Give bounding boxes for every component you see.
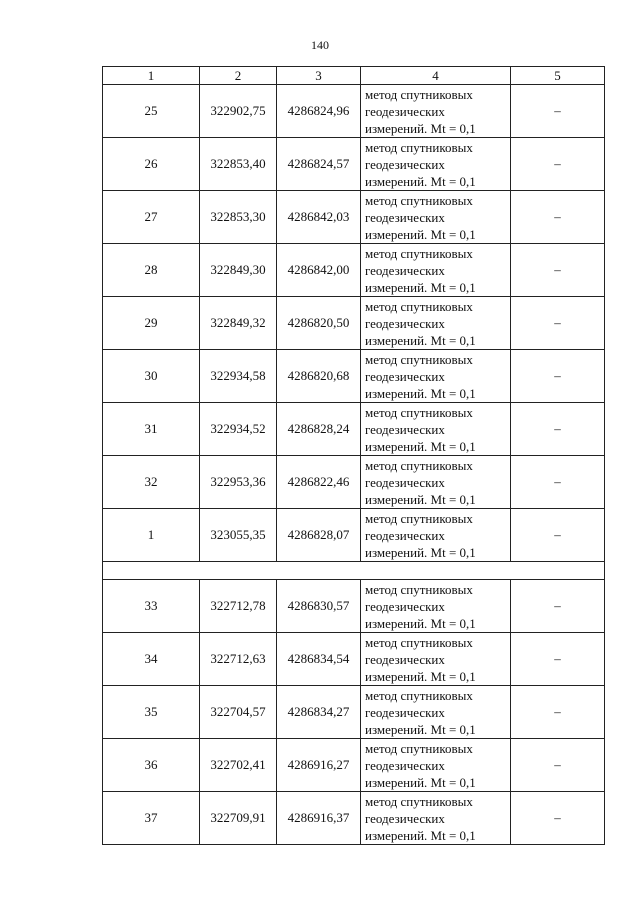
point-number: 36 xyxy=(103,739,200,792)
coordinate-x: 322853,30 xyxy=(200,191,277,244)
method-line: метод спутниковых xyxy=(365,351,473,367)
point-number: 1 xyxy=(103,509,200,562)
method-line: геодезических xyxy=(365,103,445,119)
method-line: геодезических xyxy=(365,315,445,331)
note-dash: – xyxy=(511,792,605,845)
method-line: метод спутниковых xyxy=(365,457,473,473)
method-line: метод спутниковых xyxy=(365,245,473,261)
method-line: метод спутниковых xyxy=(365,510,473,526)
note-dash: – xyxy=(511,509,605,562)
separator-cell xyxy=(103,562,605,580)
coordinate-x: 322712,78 xyxy=(200,580,277,633)
method-cell xyxy=(361,297,511,350)
coordinate-y: 4286916,37 xyxy=(277,792,361,845)
method-line: измерений. Mt = 0,1 xyxy=(365,615,476,631)
coordinate-y: 4286830,57 xyxy=(277,580,361,633)
point-number: 30 xyxy=(103,350,200,403)
coordinate-y: 4286820,68 xyxy=(277,350,361,403)
coordinate-y: 4286842,00 xyxy=(277,244,361,297)
header-cell: 5 xyxy=(511,67,605,85)
table-row xyxy=(103,191,605,244)
method-cell xyxy=(361,580,511,633)
table-row xyxy=(103,739,605,792)
method-line: измерений. Mt = 0,1 xyxy=(365,226,476,242)
table-row xyxy=(103,509,605,562)
point-number: 33 xyxy=(103,580,200,633)
separator-row xyxy=(103,562,605,580)
table-row xyxy=(103,297,605,350)
table-row xyxy=(103,403,605,456)
table-row xyxy=(103,686,605,739)
table-row xyxy=(103,633,605,686)
method-line: измерений. Mt = 0,1 xyxy=(365,721,476,737)
method-cell xyxy=(361,509,511,562)
method-line: метод спутниковых xyxy=(365,581,473,597)
point-number: 32 xyxy=(103,456,200,509)
coordinate-y: 4286824,96 xyxy=(277,85,361,138)
method-line: геодезических xyxy=(365,262,445,278)
method-cell xyxy=(361,792,511,845)
method-cell xyxy=(361,686,511,739)
method-line: измерений. Mt = 0,1 xyxy=(365,827,476,843)
method-line: измерений. Mt = 0,1 xyxy=(365,544,476,560)
method-line: измерений. Mt = 0,1 xyxy=(365,279,476,295)
note-dash: – xyxy=(511,297,605,350)
method-line: геодезических xyxy=(365,651,445,667)
method-line: метод спутниковых xyxy=(365,793,473,809)
coordinate-x: 323055,35 xyxy=(200,509,277,562)
coordinate-x: 322853,40 xyxy=(200,138,277,191)
coordinate-x: 322902,75 xyxy=(200,85,277,138)
table-row xyxy=(103,350,605,403)
method-line: геодезических xyxy=(365,368,445,384)
point-number: 31 xyxy=(103,403,200,456)
header-cell: 2 xyxy=(200,67,277,85)
coordinate-y: 4286828,07 xyxy=(277,509,361,562)
method-cell xyxy=(361,739,511,792)
note-dash: – xyxy=(511,686,605,739)
method-line: метод спутниковых xyxy=(365,740,473,756)
table-row xyxy=(103,456,605,509)
table-row xyxy=(103,244,605,297)
coordinate-x: 322953,36 xyxy=(200,456,277,509)
method-line: измерений. Mt = 0,1 xyxy=(365,120,476,136)
point-number: 27 xyxy=(103,191,200,244)
coordinate-y: 4286834,54 xyxy=(277,633,361,686)
note-dash: – xyxy=(511,633,605,686)
table-header-row xyxy=(103,67,605,85)
table-row xyxy=(103,85,605,138)
method-line: геодезических xyxy=(365,810,445,826)
coordinate-x: 322934,58 xyxy=(200,350,277,403)
note-dash: – xyxy=(511,138,605,191)
method-line: метод спутниковых xyxy=(365,192,473,208)
coordinate-y: 4286842,03 xyxy=(277,191,361,244)
header-cell: 4 xyxy=(361,67,511,85)
coordinate-y: 4286834,27 xyxy=(277,686,361,739)
coordinate-x: 322702,41 xyxy=(200,739,277,792)
note-dash: – xyxy=(511,350,605,403)
method-line: метод спутниковых xyxy=(365,86,473,102)
note-dash: – xyxy=(511,456,605,509)
method-cell xyxy=(361,244,511,297)
method-line: метод спутниковых xyxy=(365,404,473,420)
method-line: измерений. Mt = 0,1 xyxy=(365,774,476,790)
point-number: 26 xyxy=(103,138,200,191)
coordinate-x: 322709,91 xyxy=(200,792,277,845)
point-number: 25 xyxy=(103,85,200,138)
table-row xyxy=(103,138,605,191)
coordinate-x: 322934,52 xyxy=(200,403,277,456)
method-line: геодезических xyxy=(365,527,445,543)
coordinate-y: 4286820,50 xyxy=(277,297,361,350)
method-line: геодезических xyxy=(365,209,445,225)
note-dash: – xyxy=(511,85,605,138)
point-number: 34 xyxy=(103,633,200,686)
page-number: 140 xyxy=(311,38,329,52)
method-cell xyxy=(361,138,511,191)
point-number: 28 xyxy=(103,244,200,297)
coordinate-y: 4286916,27 xyxy=(277,739,361,792)
coordinate-x: 322849,32 xyxy=(200,297,277,350)
header-cell: 1 xyxy=(103,67,200,85)
method-cell xyxy=(361,456,511,509)
point-number: 29 xyxy=(103,297,200,350)
coordinate-y: 4286822,46 xyxy=(277,456,361,509)
coordinate-x: 322849,30 xyxy=(200,244,277,297)
method-line: измерений. Mt = 0,1 xyxy=(365,173,476,189)
header-cell: 3 xyxy=(277,67,361,85)
method-line: геодезических xyxy=(365,704,445,720)
method-line: геодезических xyxy=(365,474,445,490)
coordinate-x: 322712,63 xyxy=(200,633,277,686)
method-line: измерений. Mt = 0,1 xyxy=(365,332,476,348)
method-line: измерений. Mt = 0,1 xyxy=(365,491,476,507)
table-row xyxy=(103,792,605,845)
method-cell xyxy=(361,350,511,403)
method-line: измерений. Mt = 0,1 xyxy=(365,438,476,454)
method-line: геодезических xyxy=(365,598,445,614)
method-cell xyxy=(361,85,511,138)
note-dash: – xyxy=(511,244,605,297)
method-line: геодезических xyxy=(365,421,445,437)
method-cell xyxy=(361,191,511,244)
coordinates-table xyxy=(102,66,605,845)
method-line: геодезических xyxy=(365,757,445,773)
method-line: геодезических xyxy=(365,156,445,172)
note-dash: – xyxy=(511,403,605,456)
method-line: метод спутниковых xyxy=(365,298,473,314)
note-dash: – xyxy=(511,580,605,633)
method-cell xyxy=(361,403,511,456)
method-cell xyxy=(361,633,511,686)
method-line: измерений. Mt = 0,1 xyxy=(365,668,476,684)
coordinate-x: 322704,57 xyxy=(200,686,277,739)
coordinate-y: 4286824,57 xyxy=(277,138,361,191)
method-line: измерений. Mt = 0,1 xyxy=(365,385,476,401)
method-line: метод спутниковых xyxy=(365,634,473,650)
note-dash: – xyxy=(511,739,605,792)
method-line: метод спутниковых xyxy=(365,687,473,703)
point-number: 35 xyxy=(103,686,200,739)
point-number: 37 xyxy=(103,792,200,845)
table-row xyxy=(103,580,605,633)
coordinate-y: 4286828,24 xyxy=(277,403,361,456)
method-line: метод спутниковых xyxy=(365,139,473,155)
note-dash: – xyxy=(511,191,605,244)
